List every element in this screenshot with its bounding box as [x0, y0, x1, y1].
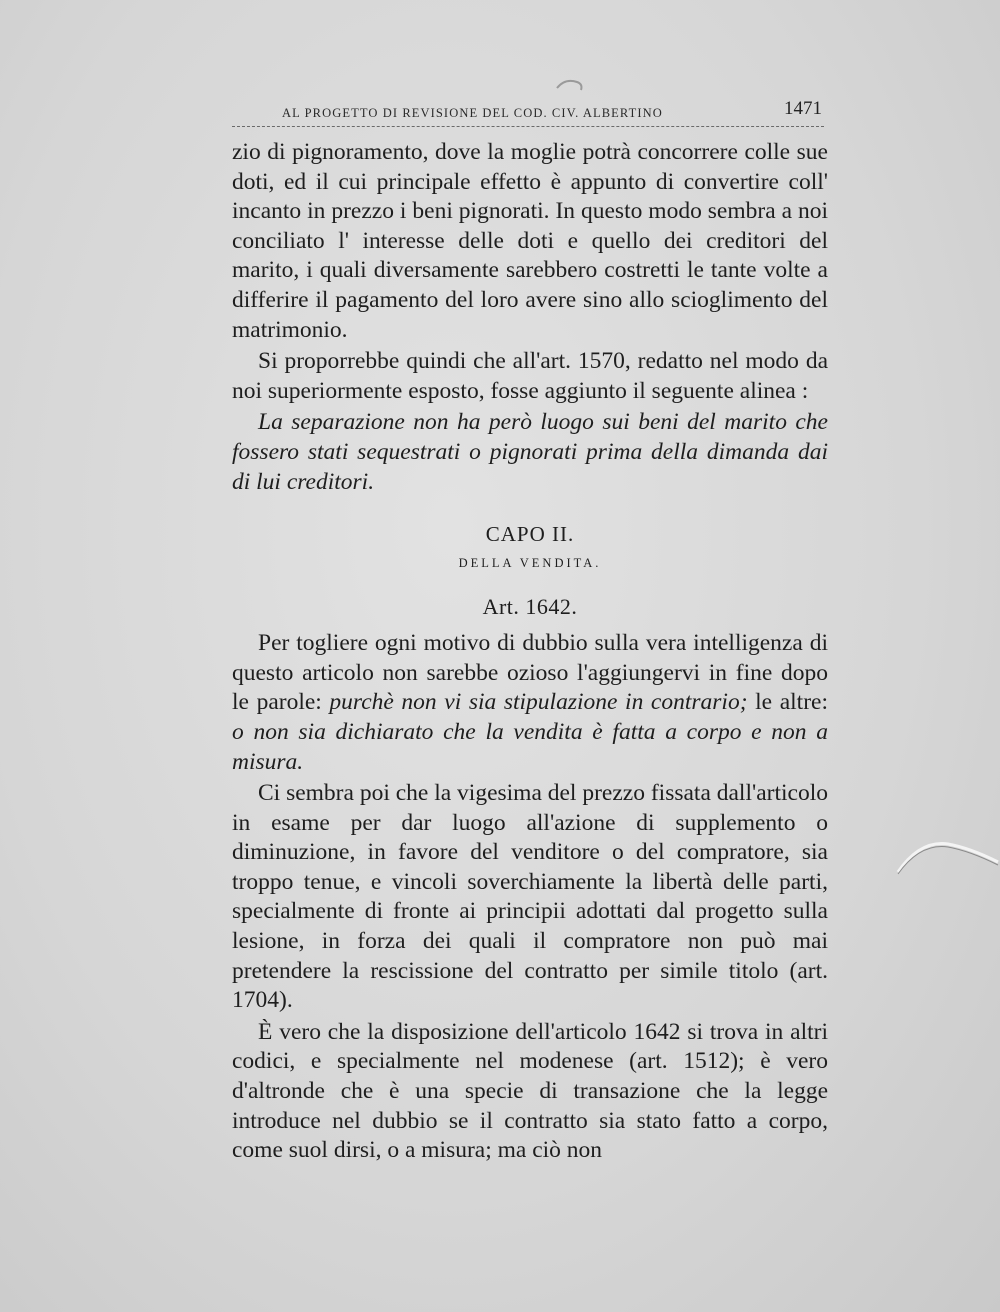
- article-heading: Art. 1642.: [482, 594, 578, 620]
- page-number: 1471: [784, 98, 822, 119]
- paragraph-text: le altre:: [747, 689, 828, 716]
- main-text: [232, 138, 828, 1166]
- paragraph-continuation: zio di pignoramento, dove la moglie potrà concorrere colle sue doti, ed il cui principale effetto è appunto di convertire coll' incanto in prezzo i beni pignorati. In questo modo sembra a noi conciliato l' interesse delle doti e quello dei creditori del marito, i quali diversamente sarebbero costretti le tante volte a differire il pagamento del loro avere sino allo scioglimento del matrimonio.: [232, 139, 828, 343]
- paragraph-proposal: Si proporrebbe quindi che all'art. 1570, redatto nel modo da noi superiormente esposto, fosse aggiunto il seguente alinea :: [232, 348, 828, 404]
- paragraph-article-1642: [232, 629, 828, 777]
- chapter-title: CAPO II.: [485, 522, 575, 547]
- chapter-heading: [232, 517, 828, 625]
- running-header: [232, 96, 824, 127]
- paragraph-italic-text: purchè non vi sia stipulazione in contrario;: [329, 689, 748, 716]
- paragraph-italic-text: o non sia dichiarato che la vendita è fatta a corpo e non a misura.: [232, 718, 828, 775]
- running-title: AL PROGETTO DI REVISIONE DEL COD. CIV. ALBERTINO: [282, 106, 663, 120]
- paper-fold-mark: [890, 830, 1000, 890]
- paragraph-italic-alinea: La separazione non ha però luogo sui beni del marito che fossero stati sequestrati o pignorati prima della dimanda dai di lui creditori.: [232, 409, 828, 495]
- chapter-subtitle: DELLA VENDITA.: [458, 556, 602, 571]
- paragraph-vigesima: Ci sembra poi che la vigesima del prezzo fissata dall'articolo in esame per dar luogo all'azione di supplemento o diminuzione, in favore del venditore o del compratore, sia troppo tenue, e vincoli soverchiamente la libertà delle parti, specialmente di fronte ai principii adottati dal progetto sulla lesione, in forza dei quali il compratore non può mai pretendere la rescissione del contratto per simile titolo (art. 1704).: [232, 780, 828, 1014]
- paragraph-codici: È vero che la disposizione dell'articolo 1642 si trova in altri codici, e specialmente nel modenese (art. 1512); è vero d'altronde che è una specie di transazione che la legge introduce nel dubbio se il contratto sia stato fatto a corpo, come suol dirsi, o a misura; ma ciò non: [232, 1018, 828, 1164]
- ink-smudge: [555, 74, 585, 94]
- paragraph-text: Per togliere ogni motivo di dubbio sulla vera intelligenza di questo articolo non sarebbe ozioso l'aggiungervi in fine dopo le parole:: [232, 630, 828, 716]
